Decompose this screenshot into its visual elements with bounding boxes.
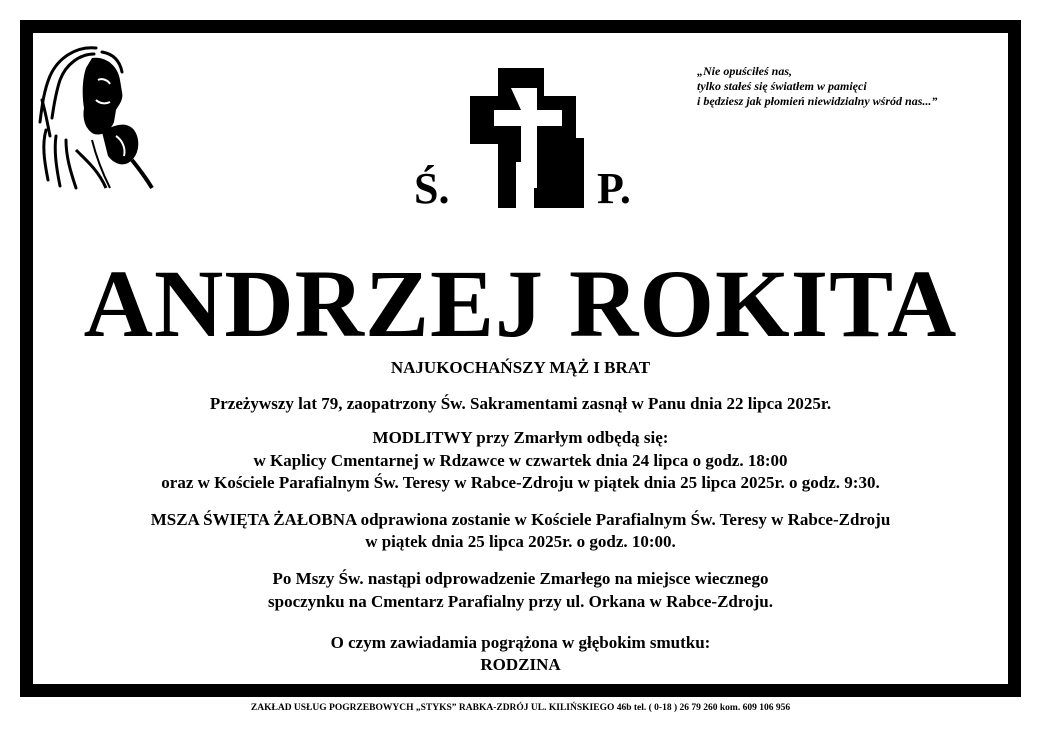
burial-line: spoczynku na Cmentarz Parafialny przy ul. Orkana w Rabce-Zdroju. [268,592,773,611]
mass-line: MSZA ŚWIĘTA ŻAŁOBNA odprawiona zostanie w Kościele Parafialnym Św. Teresy w Rabce-Zdroju [150,510,891,529]
family-signature: RODZINA [480,655,561,674]
prayers-line: oraz w Kościele Parafialnym Św. Teresy w Rabce-Zdroju w piątek dnia 25 lipca 2025r. o godz. 9:30. [161,473,880,492]
burial-line: Po Mszy Św. nastąpi odprowadzenie Zmarłego na miejsce wiecznego [272,569,769,588]
funeral-home-footer: ZAKŁAD USŁUG POGRZEBOWYCH „STYKS” RABKA-ZDRÓJ UL. KILIŃSKIEGO 46b tel. ( 0-18 ) 26 79 260 kom. 609 106 956 [250,703,791,713]
cross-icon [470,68,584,208]
death-line: Przeżywszy lat 79, zaopatrzony Św. Sakramentami zasnął w Panu dnia 22 lipca 2025r. [209,394,832,413]
praying-christ-icon [36,40,156,190]
relation-line: NAJUKOCHAŃSZY MĄŻ I BRAT [390,358,651,377]
prayers-line: w Kaplicy Cmentarnej w Rdzawce w czwartek dnia 24 lipca o godz. 18:00 [253,451,788,470]
quote-line: tylko stałeś się światłem w pamięci [697,79,867,93]
deceased-name: ANDRZEJ ROKITA [83,250,958,357]
prayers-heading: MODLITWY przy Zmarłym odbędą się: [372,428,669,447]
quote-line: „Nie opuściłeś nas, [697,64,793,78]
quote-line: i będziesz jak płomień niewidzialny wśród nas...” [697,94,938,108]
closing-line: O czym zawiadamia pogrążona w głębokim smutku: [330,633,711,652]
mass-line: w piątek dnia 25 lipca 2025r. o godz. 10:00. [365,532,676,551]
sp-prefix-left: Ś. [414,164,450,213]
memorial-quote [697,64,1017,109]
sp-prefix-right: P. [597,164,631,213]
